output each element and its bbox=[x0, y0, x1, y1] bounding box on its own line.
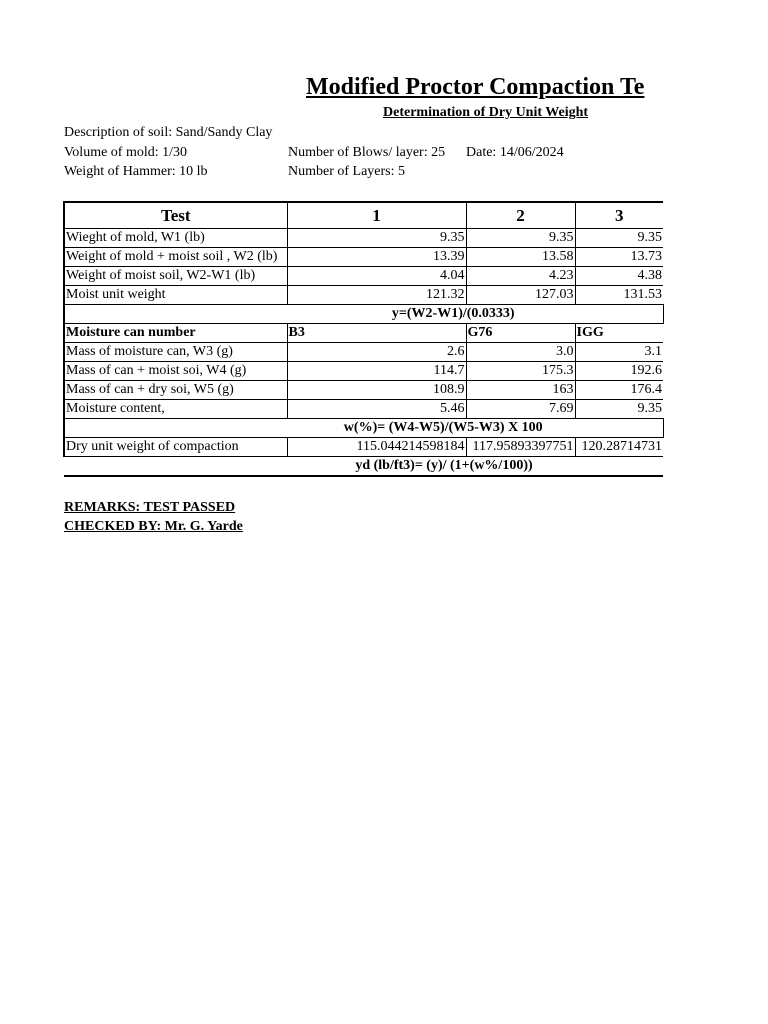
can-number-1: B3 bbox=[287, 324, 466, 343]
cell-trial-1: 2.6 bbox=[287, 343, 466, 362]
row-label: Mass of moisture can, W3 (g) bbox=[64, 343, 287, 362]
row-label: Mass of can + dry soi, W5 (g) bbox=[64, 381, 287, 400]
header-test: Test bbox=[64, 202, 287, 229]
dry-weight-trial-1: 115.044214598184 bbox=[287, 438, 466, 457]
table-row bbox=[64, 267, 663, 286]
checked-by: CHECKED BY: Mr. G. Yarde bbox=[64, 519, 243, 534]
cell-trial-2: 13.58 bbox=[466, 248, 575, 267]
cell-trial-1: 5.46 bbox=[287, 400, 466, 419]
cell-trial-3: 3.1 bbox=[575, 343, 663, 362]
title-clip bbox=[64, 68, 662, 108]
compaction-table bbox=[63, 201, 664, 477]
row-label: Weight of mold + moist soil , W2 (lb) bbox=[64, 248, 287, 267]
cell-trial-2: 175.3 bbox=[466, 362, 575, 381]
row-label: Mass of can + moist soi, W4 (g) bbox=[64, 362, 287, 381]
table-row bbox=[64, 400, 663, 419]
cell-trial-2: 7.69 bbox=[466, 400, 575, 419]
cell-trial-3: 131.53 bbox=[575, 286, 663, 305]
cell-trial-3: 9.35 bbox=[575, 400, 663, 419]
hammer-weight: Weight of Hammer: 10 lb bbox=[64, 164, 208, 179]
can-number-3: IGG bbox=[575, 324, 663, 343]
table-row bbox=[64, 286, 663, 305]
cell-trial-1: 13.39 bbox=[287, 248, 466, 267]
row-label: Weight of moist soil, W2-W1 (lb) bbox=[64, 267, 287, 286]
formula-unit-weight: y=(W2-W1)/(0.0333) bbox=[64, 305, 663, 324]
cell-trial-1: 121.32 bbox=[287, 286, 466, 305]
formula-row-unit-weight bbox=[64, 305, 663, 324]
cell-trial-1: 108.9 bbox=[287, 381, 466, 400]
formula-row-dry-weight bbox=[64, 457, 663, 477]
header-trial-2: 2 bbox=[466, 202, 575, 229]
cell-trial-2: 4.23 bbox=[466, 267, 575, 286]
cell-trial-1: 4.04 bbox=[287, 267, 466, 286]
dry-unit-weight-row bbox=[64, 438, 663, 457]
row-label: Moisture can number bbox=[64, 324, 287, 343]
moisture-can-row bbox=[64, 324, 663, 343]
table-row bbox=[64, 343, 663, 362]
cell-trial-2: 163 bbox=[466, 381, 575, 400]
page-title: Modified Proctor Compaction Te bbox=[306, 74, 645, 100]
cell-trial-3: 9.35 bbox=[575, 229, 663, 248]
table-row bbox=[64, 248, 663, 267]
cell-trial-2: 127.03 bbox=[466, 286, 575, 305]
blows-per-layer: Number of Blows/ layer: 25 bbox=[288, 145, 446, 160]
cell-trial-3: 176.4 bbox=[575, 381, 663, 400]
table-row bbox=[64, 362, 663, 381]
dry-weight-trial-2: 117.95893397751 bbox=[466, 438, 575, 457]
cell-trial-2: 3.0 bbox=[466, 343, 575, 362]
cell-trial-3: 4.38 bbox=[575, 267, 663, 286]
can-number-2: G76 bbox=[466, 324, 575, 343]
row-label: Dry unit weight of compaction bbox=[64, 438, 287, 457]
formula-moisture-content: w(%)= (W4-W5)/(W5-W3) X 100 bbox=[64, 419, 663, 438]
cell-trial-2: 9.35 bbox=[466, 229, 575, 248]
soil-description: Description of soil: Sand/Sandy Clay bbox=[64, 125, 273, 140]
formula-row-moisture bbox=[64, 419, 663, 438]
cell-trial-1: 9.35 bbox=[287, 229, 466, 248]
mold-volume: Volume of mold: 1/30 bbox=[64, 145, 188, 160]
cell-trial-3: 192.6 bbox=[575, 362, 663, 381]
remarks-result: REMARKS: TEST PASSED bbox=[64, 500, 236, 515]
formula-dry-unit-weight: yd (lb/ft3)= (y)/ (1+(w%/100)) bbox=[64, 457, 663, 477]
cell-trial-3: 13.73 bbox=[575, 248, 663, 267]
header-trial-3: 3 bbox=[575, 202, 663, 229]
dry-weight-trial-3: 120.28714731 bbox=[575, 438, 663, 457]
row-label: Moisture content, bbox=[64, 400, 287, 419]
cell-trial-1: 114.7 bbox=[287, 362, 466, 381]
row-label: Moist unit weight bbox=[64, 286, 287, 305]
page-subtitle: Determination of Dry Unit Weight bbox=[383, 105, 589, 120]
row-label: Wieght of mold, W1 (lb) bbox=[64, 229, 287, 248]
table-header-row bbox=[64, 202, 663, 229]
test-date: Date: 14/06/2024 bbox=[466, 145, 564, 160]
number-of-layers: Number of Layers: 5 bbox=[288, 164, 406, 179]
table-row bbox=[64, 381, 663, 400]
header-trial-1: 1 bbox=[287, 202, 466, 229]
table-row bbox=[64, 229, 663, 248]
